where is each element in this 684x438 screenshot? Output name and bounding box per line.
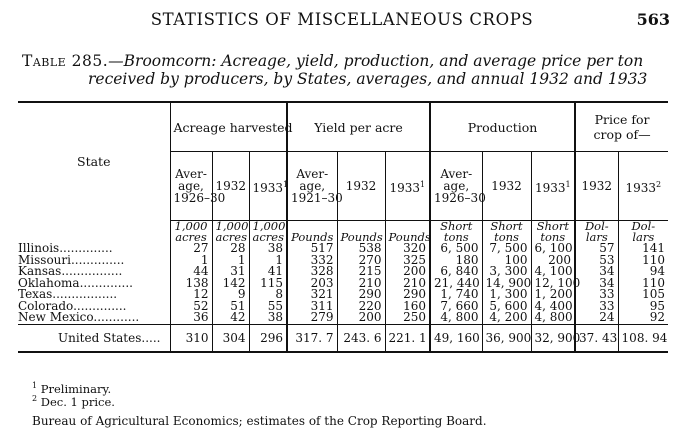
subhead-text: 1933	[534, 180, 566, 195]
cell-yield-1932: 220	[337, 301, 385, 313]
unit-text: acres	[215, 230, 248, 244]
unit-text: 1,000	[174, 219, 208, 233]
unit-text: acres	[252, 230, 285, 244]
row-state-text: United States	[58, 330, 142, 345]
unit-text: Short	[536, 219, 569, 233]
cell-yield-avg: 321	[287, 289, 337, 301]
cell-prod-1932: 7, 500	[482, 243, 531, 255]
cell-yield-avg: 332	[287, 255, 337, 267]
cell-yield-avg: 517	[287, 243, 337, 255]
caption-title-line2: received by producers, by States, averages, and annual 1932 and 1933	[88, 70, 648, 88]
cell-prod-1932: 36, 900	[482, 324, 531, 352]
leader-dots: .................	[52, 287, 118, 301]
cell-prod-avg: 7, 660	[430, 301, 482, 313]
cell-acres-1932: 1	[212, 255, 249, 267]
cell-yield-1932: 243. 6	[337, 324, 385, 352]
row-state-text: Missouri	[18, 252, 71, 267]
cell-yield-1932: 270	[337, 255, 385, 267]
cell-prod-avg: 180	[430, 255, 482, 267]
table-number: Table 285.	[22, 52, 109, 70]
cell-price-1933: 95	[618, 301, 668, 313]
cell-prod-1933: 4, 100	[531, 266, 575, 278]
unit-tons	[430, 221, 482, 244]
cell-acres-1933: 55	[249, 301, 287, 313]
running-title: STATISTICS OF MISCELLANEOUS CROPS	[150, 10, 534, 29]
cell-prod-1932: 4, 200	[482, 312, 531, 324]
cell-acres-1933: 41	[249, 266, 287, 278]
table-row	[18, 312, 668, 324]
cell-yield-1933: 290	[385, 289, 430, 301]
unit-dollars	[575, 221, 618, 244]
page-number: 563	[636, 10, 670, 29]
cell-prod-1933: 1, 200	[531, 289, 575, 301]
subhead-yield-1932: 1932	[337, 152, 385, 221]
stub-header: State	[18, 102, 170, 221]
unit-text: 1,000	[252, 219, 286, 233]
source-note: Bureau of Agricultural Economics; estimates of the Crop Reporting Board.	[32, 414, 487, 428]
unit-text: Short	[440, 219, 473, 233]
cell-acres-1932: 9	[212, 289, 249, 301]
subhead-text: age,	[178, 179, 204, 193]
subhead-text: 1933	[252, 180, 284, 195]
row-state	[18, 312, 170, 324]
unit-text: Dol-	[584, 219, 609, 233]
cell-prod-1932: 3, 300	[482, 266, 531, 278]
caption-line-1	[22, 52, 672, 70]
cell-yield-avg: 279	[287, 312, 337, 324]
subhead-yield-1933	[385, 152, 430, 221]
unit-text: acres	[175, 230, 207, 244]
group-price	[575, 102, 668, 152]
cell-yield-1933: 250	[385, 312, 430, 324]
subhead-price-1933	[618, 152, 668, 221]
cell-yield-avg: 311	[287, 301, 337, 313]
unit-text: Pounds	[388, 230, 431, 244]
cell-acres-avg: 310	[170, 324, 212, 352]
cell-acres-1933: 8	[249, 289, 287, 301]
table-body	[18, 243, 668, 324]
units-row	[18, 221, 668, 244]
subhead-text: Aver-	[440, 167, 473, 181]
cell-acres-avg: 27	[170, 243, 212, 255]
leader-dots: ..............	[70, 252, 125, 267]
row-state-text: New Mexico	[18, 310, 94, 324]
cell-prod-1933: 4, 800	[531, 312, 575, 324]
cell-yield-avg: 203	[287, 278, 337, 290]
cell-price-1933: 105	[618, 289, 668, 301]
unit-text: tons	[494, 230, 519, 244]
leader-dots: ..............	[73, 298, 127, 313]
cell-yield-1932: 200	[337, 312, 385, 324]
subhead-text: age,	[299, 179, 326, 193]
cell-acres-1933: 1	[249, 255, 287, 267]
cell-price-1933: 94	[618, 266, 668, 278]
cell-prod-avg: 1, 740	[430, 289, 482, 301]
subhead-acres-avg	[170, 152, 226, 221]
cell-prod-1933: 12, 100	[531, 278, 575, 290]
cell-yield-1933: 200	[385, 266, 430, 278]
caption-title-line1: —Broomcorn: Acreage, yield, production, and average price per ton	[108, 52, 644, 70]
cell-prod-1933: 200	[531, 255, 575, 267]
footnote-1-mark: 1	[32, 381, 38, 390]
cell-prod-avg: 6, 500	[430, 243, 482, 255]
subhead-yield-avg	[287, 152, 343, 221]
cell-acres-1932: 28	[212, 243, 249, 255]
cell-yield-1932: 290	[337, 289, 385, 301]
table-caption	[22, 52, 672, 88]
cell-price-1933: 92	[618, 312, 668, 324]
cell-prod-1932: 5, 600	[482, 301, 531, 313]
group-header-row	[18, 102, 668, 152]
footnote-2-text: Dec. 1 price.	[40, 394, 115, 409]
subhead-acres-1933	[249, 152, 287, 221]
total-row	[18, 324, 668, 352]
broomcorn-table	[18, 101, 668, 353]
leader-dots: ..............	[59, 241, 113, 255]
row-state-text: Oklahoma	[18, 275, 80, 290]
unit-acres	[212, 221, 249, 244]
unit-pounds	[385, 221, 430, 244]
group-yield: Yield per acre	[287, 102, 430, 152]
cell-prod-1932: 14, 900	[482, 278, 531, 290]
cell-acres-1933: 115	[249, 278, 287, 290]
unit-text: Pounds	[340, 230, 383, 244]
cell-acres-1932: 142	[212, 278, 249, 290]
cell-price-1933: 110	[618, 255, 668, 267]
cell-acres-avg: 1	[170, 255, 212, 267]
cell-yield-avg: 317. 7	[287, 324, 337, 352]
unit-text: tons	[443, 230, 469, 244]
cell-price-1933: 141	[618, 243, 668, 255]
row-state-text: Texas	[18, 287, 53, 301]
subhead-text: 1933	[389, 180, 420, 195]
cell-acres-avg: 138	[170, 278, 212, 290]
unit-text: Dol-	[631, 219, 656, 233]
unit-acres	[170, 221, 212, 244]
subhead-prod-avg	[430, 152, 486, 221]
unit-text: Short	[490, 219, 523, 233]
footnote-2	[32, 394, 115, 409]
cell-acres-1932: 304	[212, 324, 249, 352]
leader-dots: ..............	[79, 275, 133, 290]
unit-tons	[531, 221, 575, 244]
cell-prod-1933: 6, 100	[531, 243, 575, 255]
cell-yield-1933: 221. 1	[385, 324, 430, 352]
cell-prod-1933: 32, 900	[531, 324, 575, 352]
row-state	[18, 324, 170, 352]
cell-yield-1933: 320	[385, 243, 430, 255]
cell-prod-avg: 49, 160	[430, 324, 482, 352]
cell-acres-avg: 36	[170, 312, 212, 324]
cell-price-1932: 57	[575, 243, 618, 255]
unit-text: lars	[585, 230, 608, 244]
cell-price-1932: 53	[575, 255, 618, 267]
cell-yield-1933: 210	[385, 278, 430, 290]
cell-acres-1932: 42	[212, 312, 249, 324]
cell-prod-avg: 4, 800	[430, 312, 482, 324]
cell-yield-1933: 325	[385, 255, 430, 267]
group-production: Production	[430, 102, 575, 152]
group-acreage: Acreage harvested	[170, 102, 287, 152]
units-stub	[18, 221, 170, 244]
cell-acres-avg: 12	[170, 289, 212, 301]
subhead-prod-1932: 1932	[482, 152, 531, 221]
cell-price-1932: 24	[575, 312, 618, 324]
cell-prod-avg: 6, 840	[430, 266, 482, 278]
cell-acres-1933: 38	[249, 243, 287, 255]
leader-dots: ................	[61, 264, 123, 278]
unit-pounds	[287, 221, 337, 244]
unit-text: lars	[632, 230, 655, 244]
cell-yield-1933: 160	[385, 301, 430, 313]
footnote-ref: 2	[656, 179, 662, 189]
cell-price-1932: 33	[575, 301, 618, 313]
cell-acres-1933: 296	[249, 324, 287, 352]
unit-text: Pounds	[291, 230, 334, 244]
footnote-ref: 1	[565, 179, 571, 189]
page-header	[0, 10, 684, 34]
cell-prod-1933: 4, 400	[531, 301, 575, 313]
subhead-text: 1926–30	[434, 191, 486, 205]
subhead-prod-1933	[531, 152, 575, 221]
cell-yield-avg: 328	[287, 266, 337, 278]
cell-yield-1932: 210	[337, 278, 385, 290]
unit-pounds	[337, 221, 385, 244]
subhead-acres-1932: 1932	[212, 152, 249, 221]
subhead-text: 1933	[625, 180, 657, 195]
row-state-text: Colorado	[18, 298, 74, 313]
cell-acres-1933: 38	[249, 312, 287, 324]
cell-acres-avg: 52	[170, 301, 212, 313]
unit-text: tons	[540, 230, 566, 244]
subhead-text: 1921–30	[291, 191, 343, 205]
cell-acres-1932: 51	[212, 301, 249, 313]
cell-price-1933: 110	[618, 278, 668, 290]
cell-price-1932: 33	[575, 289, 618, 301]
cell-yield-1932: 215	[337, 266, 385, 278]
cell-acres-1932: 31	[212, 266, 249, 278]
cell-acres-avg: 44	[170, 266, 212, 278]
footnote-1-text: Preliminary.	[40, 381, 112, 396]
footnote-2-mark: 2	[32, 394, 38, 403]
cell-prod-1932: 100	[482, 255, 531, 267]
unit-dollars	[618, 221, 668, 244]
cell-prod-1932: 1, 300	[482, 289, 531, 301]
cell-yield-1932: 538	[337, 243, 385, 255]
unit-text: 1,000	[215, 219, 249, 233]
cell-price-1933: 108. 94	[618, 324, 668, 352]
subhead-text: Aver-	[296, 167, 329, 181]
footnote-ref: 1	[283, 179, 289, 189]
subhead-text: age,	[443, 179, 470, 193]
row-state-text: Kansas	[18, 264, 62, 278]
unit-tons	[482, 221, 531, 244]
unit-acres	[249, 221, 287, 244]
leader-dots: ............	[93, 310, 140, 324]
group-price-line1: Price for	[594, 112, 650, 127]
cell-price-1932: 37. 43	[575, 324, 618, 352]
footnote-ref: 1	[419, 179, 426, 189]
subhead-price-1932: 1932	[575, 152, 618, 221]
row-state-text: Illinois	[18, 241, 60, 255]
cell-price-1932: 34	[575, 278, 618, 290]
leader-dots: .....	[141, 330, 161, 345]
subhead-text: 1926–30	[173, 191, 226, 205]
group-price-line2: crop of—	[593, 127, 651, 142]
cell-prod-avg: 21, 440	[430, 278, 482, 290]
subhead-text: Aver-	[175, 167, 207, 181]
cell-price-1932: 34	[575, 266, 618, 278]
